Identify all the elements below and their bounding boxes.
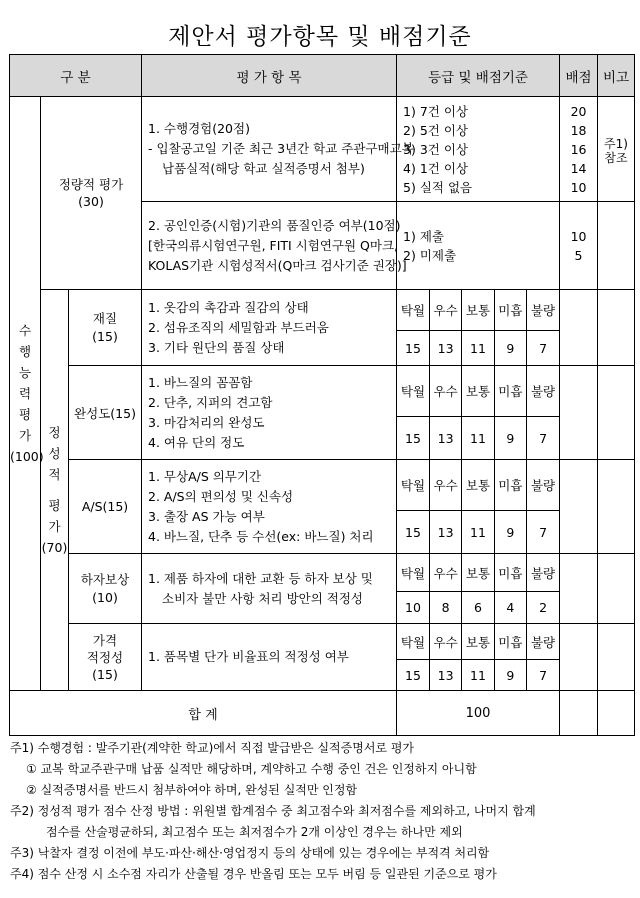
evaluation-table xyxy=(9,54,635,736)
remark-empty xyxy=(598,202,635,290)
header-remark: 비고 xyxy=(598,55,635,97)
quant-scores-certification: 10 5 xyxy=(560,202,598,290)
remark-cell: 주1) 참조 xyxy=(598,97,635,202)
qual-name-price: 가격 적정성 (15) xyxy=(69,624,142,691)
qual-name-defect: 하자보상 (10) xyxy=(69,554,142,624)
footnotes xyxy=(10,738,635,885)
qual-grades-price: 탁월 우수 보통 미흡 불량 15 13 11 9 7 xyxy=(397,624,560,691)
note-1-sub-1: ① 교복 학교주관구매 납품 실적만 해당하며, 계약하고 수행 중인 건은 인정하지 아니함 xyxy=(26,762,477,776)
qual-items-completeness: 1. 바느질의 꼼꼼함 2. 단추, 지퍼의 견고함 3. 마감처리의 완성도 4. 여유 단의 정도 xyxy=(142,366,397,460)
header-score: 배점 xyxy=(560,55,598,97)
header-category: 구 분 xyxy=(10,55,142,97)
qual-row-as xyxy=(10,460,635,554)
qual-items-as: 1. 무상A/S 의무기간 2. A/S의 편의성 및 신속성 3. 출장 AS 가능 여부 4. 바느질, 단추 등 수선(ex: 바느질) 처리 xyxy=(142,460,397,554)
quant-scores-experience: 20 18 16 14 10 xyxy=(560,97,598,202)
qual-grades-as: 탁월 우수 보통 미흡 불량 15 13 11 9 7 xyxy=(397,460,560,554)
total-value: 100 xyxy=(397,691,560,736)
qual-row-defect xyxy=(10,554,635,624)
quant-items-experience: 1. 수행경험(20점) - 입찰공고일 기준 최근 3년간 학교 주관구매교복 납품실적(해당 학교 실적증명서 첨부) xyxy=(142,97,397,202)
total-label: 합 계 xyxy=(10,691,397,736)
qual-row-completeness xyxy=(10,366,635,460)
page-title: 제안서 평가항목 및 배점기준 xyxy=(168,24,472,50)
note-2-cont: 점수를 산술평균하되, 최고점수 또는 최저점수가 2개 이상인 경우는 하나만 제외 xyxy=(46,825,463,839)
total-row xyxy=(10,691,635,736)
qual-name-material: 재질 (15) xyxy=(69,290,142,366)
note-1-sub-2: ② 실적증명서를 반드시 첨부하여야 하며, 완성된 실적만 인정함 xyxy=(26,783,358,797)
qual-row-price xyxy=(10,624,635,691)
qual-label-cell: 정 성 적 평 가 (70) xyxy=(41,290,69,691)
quant-levels-certification: 1) 제출 2) 미제출 xyxy=(397,202,560,290)
qual-grades-defect: 탁월 우수 보통 미흡 불량 10 8 6 4 2 xyxy=(397,554,560,624)
qual-items-material: 1. 옷감의 촉감과 질감의 상태 2. 섬유조직의 세밀함과 부드러움 3. 기타 원단의 품질 상태 xyxy=(142,290,397,366)
quant-items-certification: 2. 공인인증(시험)기관의 품질인증 여부(10점) [한국의류시험연구원, FITI 시험연구원 Q마크, KOLAS기관 시험성적서(Q마크 검사기준 권장)] xyxy=(142,202,397,290)
quant-row-experience xyxy=(10,97,635,202)
quant-label-cell: 정량적 평가 (30) xyxy=(41,97,142,290)
qual-grades-completeness: 탁월 우수 보통 미흡 불량 15 13 11 9 7 xyxy=(397,366,560,460)
qual-items-defect: 1. 제품 하자에 대한 교환 등 하자 보상 및 소비자 불만 사항 처리 방안의 적정성 xyxy=(142,554,397,624)
qual-name-as: A/S(15) xyxy=(69,460,142,554)
qual-items-price: 1. 품목별 단가 비율표의 적정성 여부 xyxy=(142,624,397,691)
qual-grades-material: 탁월 우수 보통 미흡 불량 15 13 11 9 7 xyxy=(397,290,560,366)
note-3: 주3) 낙찰자 결정 이전에 부도·파산·해산·영업정지 등의 상태에 있는 경우에는 부적격 처리함 xyxy=(10,846,490,860)
note-4: 주4) 점수 산정 시 소수점 자리가 산출될 경우 반올림 또는 모두 버림 등 일관된 기준으로 평가 xyxy=(10,867,497,881)
header-levels: 등급 및 배점기준 xyxy=(397,55,560,97)
qual-name-completeness: 완성도(15) xyxy=(69,366,142,460)
header-row xyxy=(10,55,635,97)
note-2: 주2) 정성적 평가 점수 산정 방법 : 위원별 합계점수 중 최고점수와 최저점수를 제외하고, 나머지 합계 xyxy=(10,804,536,818)
main-category-cell: 수 행 능 력 평 가 (100) xyxy=(10,97,41,691)
note-1: 주1) 수행경험 : 발주기관(계약한 학교)에서 직접 발급받은 실적증명서로 평가 xyxy=(10,741,415,755)
quant-levels-experience: 1) 7건 이상 2) 5건 이상 3) 3건 이상 4) 1건 이상 5) 실적 없음 xyxy=(397,97,560,202)
header-items: 평 가 항 목 xyxy=(142,55,397,97)
qual-row-material xyxy=(10,290,635,366)
